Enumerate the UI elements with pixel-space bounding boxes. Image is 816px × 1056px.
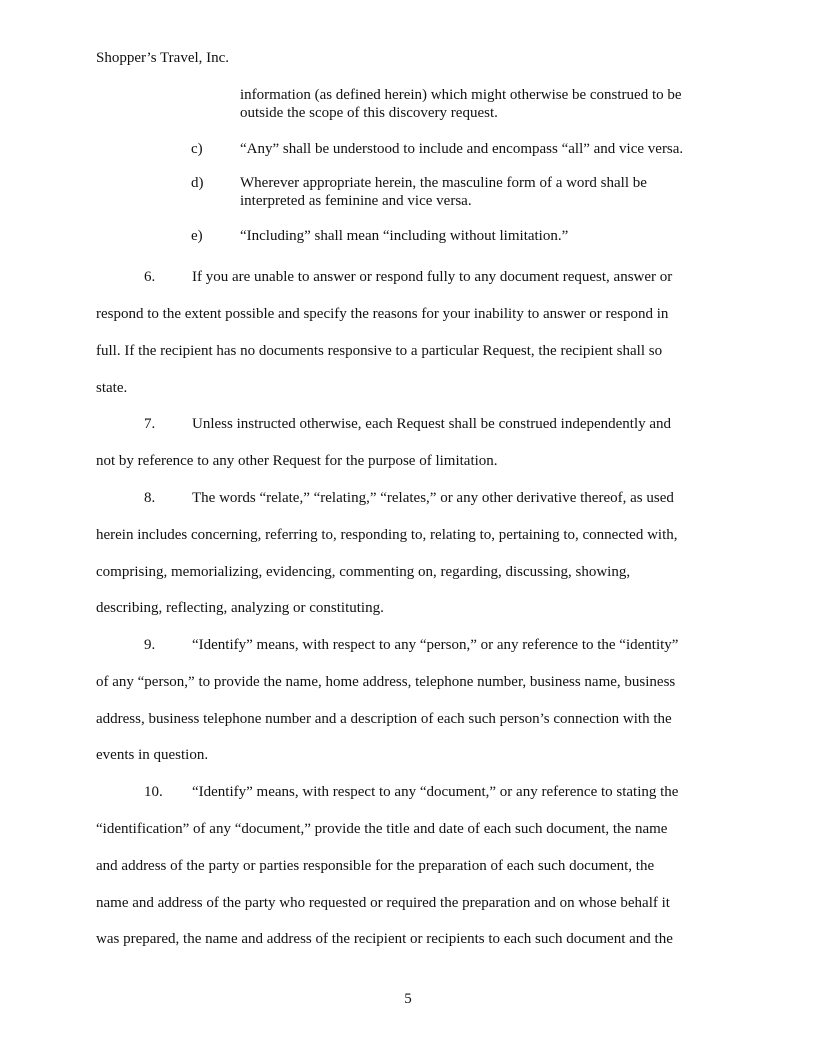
paragraph-number: 6. bbox=[144, 269, 156, 285]
subitem-text: “Any” shall be understood to include and encompass “all” and vice versa. bbox=[240, 141, 684, 157]
subitem-letter: c) bbox=[191, 141, 203, 157]
paragraph-first-line: “Identify” means, with respect to any “document,” or any reference to stating the bbox=[192, 784, 679, 800]
document-header: Shopper’s Travel, Inc. bbox=[96, 50, 230, 66]
subitem-text: interpreted as feminine and vice versa. bbox=[240, 193, 472, 209]
paragraph-line: name and address of the party who requested or required the preparation and on whose behalf it bbox=[96, 895, 670, 911]
subitem-letter: d) bbox=[191, 175, 204, 191]
paragraph-line: address, business telephone number and a description of each such person’s connection with the bbox=[96, 711, 672, 727]
paragraph-line: was prepared, the name and address of the recipient or recipients to each such document and the bbox=[96, 931, 673, 947]
paragraph-number: 10. bbox=[144, 784, 163, 800]
paragraph-line: respond to the extent possible and specify the reasons for your inability to answer or respond in bbox=[96, 306, 669, 322]
paragraph-line: full. If the recipient has no documents responsive to a particular Request, the recipient shall so bbox=[96, 343, 663, 359]
subitem-text: Wherever appropriate herein, the masculine form of a word shall be bbox=[240, 175, 647, 191]
paragraph-number: 7. bbox=[144, 416, 156, 432]
page-number: 5 bbox=[404, 991, 412, 1007]
paragraph-first-line: Unless instructed otherwise, each Request shall be construed independently and bbox=[192, 416, 672, 432]
subitem-letter: e) bbox=[191, 228, 203, 244]
paragraph-line: comprising, memorializing, evidencing, commenting on, regarding, discussing, showing, bbox=[96, 564, 631, 580]
paragraph-line: of any “person,” to provide the name, home address, telephone number, business name, business bbox=[96, 674, 676, 690]
paragraph-line: “identification” of any “document,” provide the title and date of each such document, the name bbox=[96, 821, 668, 837]
paragraph-number: 8. bbox=[144, 490, 156, 506]
continuation-line: information (as defined herein) which might otherwise be construed to be bbox=[240, 87, 682, 103]
paragraph-first-line: “Identify” means, with respect to any “person,” or any reference to the “identity” bbox=[192, 637, 679, 653]
paragraph-line: herein includes concerning, referring to, responding to, relating to, pertaining to, connected with, bbox=[96, 527, 678, 543]
continuation-line: outside the scope of this discovery request. bbox=[240, 105, 498, 121]
paragraph-line: state. bbox=[96, 380, 128, 396]
paragraph-first-line: The words “relate,” “relating,” “relates,” or any other derivative thereof, as used bbox=[192, 490, 674, 506]
subitem-text: “Including” shall mean “including without limitation.” bbox=[240, 228, 569, 244]
paragraph-line: and address of the party or parties responsible for the preparation of each such document, the bbox=[96, 858, 655, 874]
paragraph-number: 9. bbox=[144, 637, 156, 653]
paragraph-line: describing, reflecting, analyzing or constituting. bbox=[96, 600, 384, 616]
paragraph-line: events in question. bbox=[96, 747, 209, 763]
paragraph-first-line: If you are unable to answer or respond fully to any document request, answer or bbox=[192, 269, 673, 285]
paragraph-line: not by reference to any other Request for the purpose of limitation. bbox=[96, 453, 498, 469]
